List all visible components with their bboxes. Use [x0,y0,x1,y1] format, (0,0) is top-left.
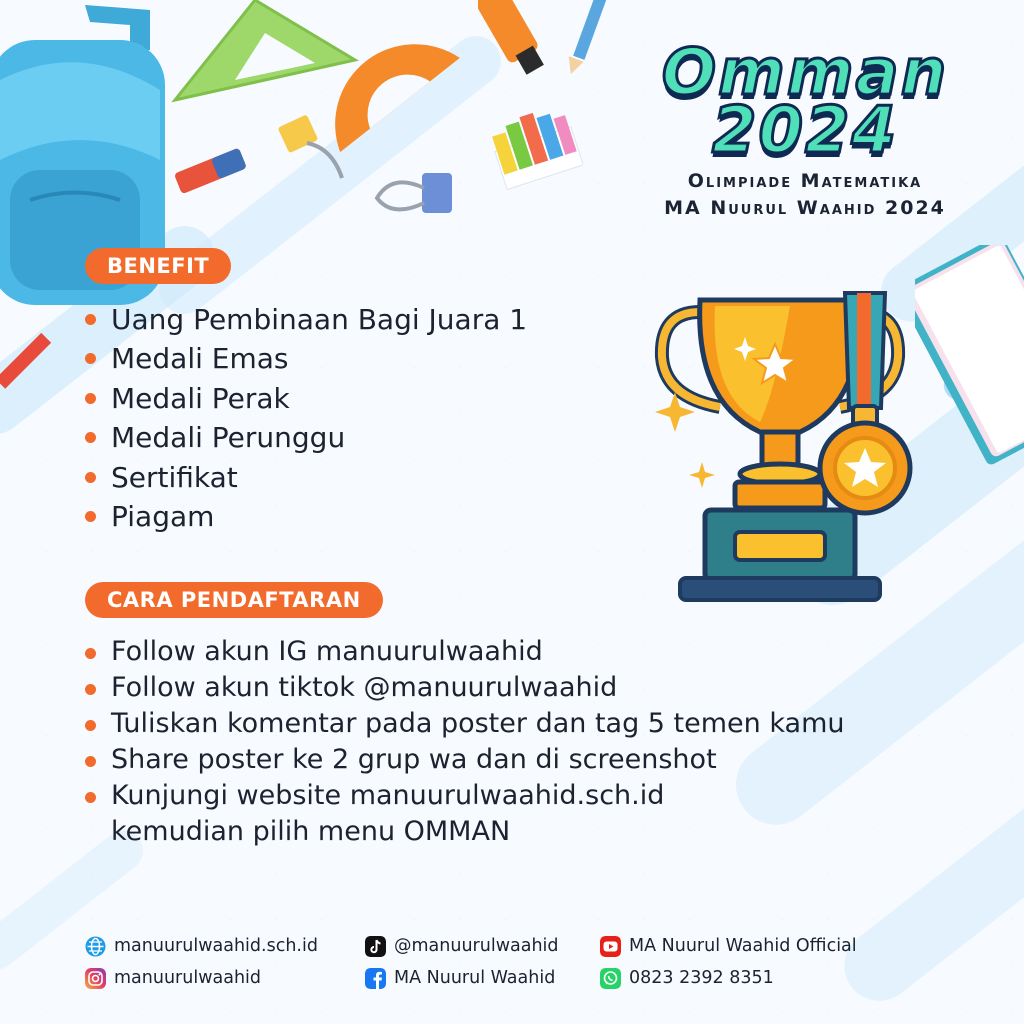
bullet [85,432,96,443]
facebook-text: MA Nuurul Waahid [394,968,556,988]
bullet [85,756,96,767]
bullet [85,684,96,695]
list-item [85,339,527,378]
registration-item-text: Tuliskan komentar pada poster dan tag 5 temen kamu [111,708,845,739]
whatsapp-icon [600,968,621,989]
tiktok-icon [365,936,386,957]
instagram-text: manuurulwaahid [114,968,262,988]
benefit-item-text: Medali Perak [111,381,290,415]
bullet [85,511,96,522]
bullet [85,720,96,731]
registration-list [85,634,844,850]
registration-item-text: Kunjungi website manuurulwaahid.sch.id [111,780,665,811]
list-item [85,458,527,497]
whatsapp-text: 0823 2392 8351 [629,968,774,988]
list-item [85,670,844,706]
title-line-2: 2024 [711,94,899,168]
benefit-item-text: Uang Pembinaan Bagi Juara 1 [111,303,528,336]
list-item [85,778,844,850]
registration-item-text: Share poster ke 2 grup wa dan di screenshot [111,744,717,775]
youtube-text: MA Nuurul Waahid Official [629,936,857,956]
list-item [85,634,844,670]
footer-facebook[interactable] [365,966,555,990]
footer-website[interactable] [85,934,318,958]
subtitle-line-2: MA Nuurul Waahid 2024 [664,197,946,219]
benefit-item-text: Medali Emas [111,342,289,376]
benefit-list [85,300,527,536]
registration-item-text: Follow akun IG manuurulwaahid [111,636,543,667]
title-line-1: Omman [661,36,949,110]
binder-clip-illustration [372,168,462,228]
bullet [85,792,96,803]
medal-illustration [815,288,925,518]
pencil-illustration [565,0,615,80]
bullet [85,353,96,364]
bullet [85,648,96,659]
registration-heading: CARA PENDAFTARAN [85,582,383,618]
pencil-illustration [0,322,60,402]
notebook-illustration [915,245,1024,475]
bullet [85,472,96,483]
binder-clip-illustration [272,108,362,188]
footer-tiktok[interactable] [365,934,559,958]
list-item [85,742,844,778]
tiktok-text: @manuurulwaahid [394,936,559,956]
subtitle-line-1: Olimpiade Matematika [687,170,923,192]
benefit-item-text: Medali Perunggu [111,421,346,455]
list-item [85,300,527,339]
sticky-tabs-illustration [488,104,583,194]
benefit-heading: BENEFIT [85,248,231,284]
footer-whatsapp[interactable] [600,966,774,990]
list-item [85,497,527,536]
footer-youtube[interactable] [600,934,857,958]
registration-item-text: Follow akun tiktok @manuurulwaahid [111,672,618,703]
website-text: manuurulwaahid.sch.id [114,936,318,956]
eraser-illustration [170,140,250,200]
youtube-icon [600,936,621,957]
list-item [85,379,527,418]
bullet [85,393,96,404]
facebook-icon [365,968,386,989]
registration-item-continuation: kemudian pilih menu OMMAN [111,816,511,847]
benefit-item-text: Piagam [111,500,215,534]
footer-instagram[interactable] [85,966,261,990]
marker-illustration [478,0,558,90]
list-item [85,418,527,457]
bullet [85,314,96,325]
event-subtitle [640,168,970,222]
list-item [85,706,844,742]
bg-stripe [830,775,1024,1015]
instagram-icon [85,968,106,989]
event-title [640,36,970,168]
benefit-item-text: Sertifikat [111,460,238,494]
globe-icon [85,936,106,957]
